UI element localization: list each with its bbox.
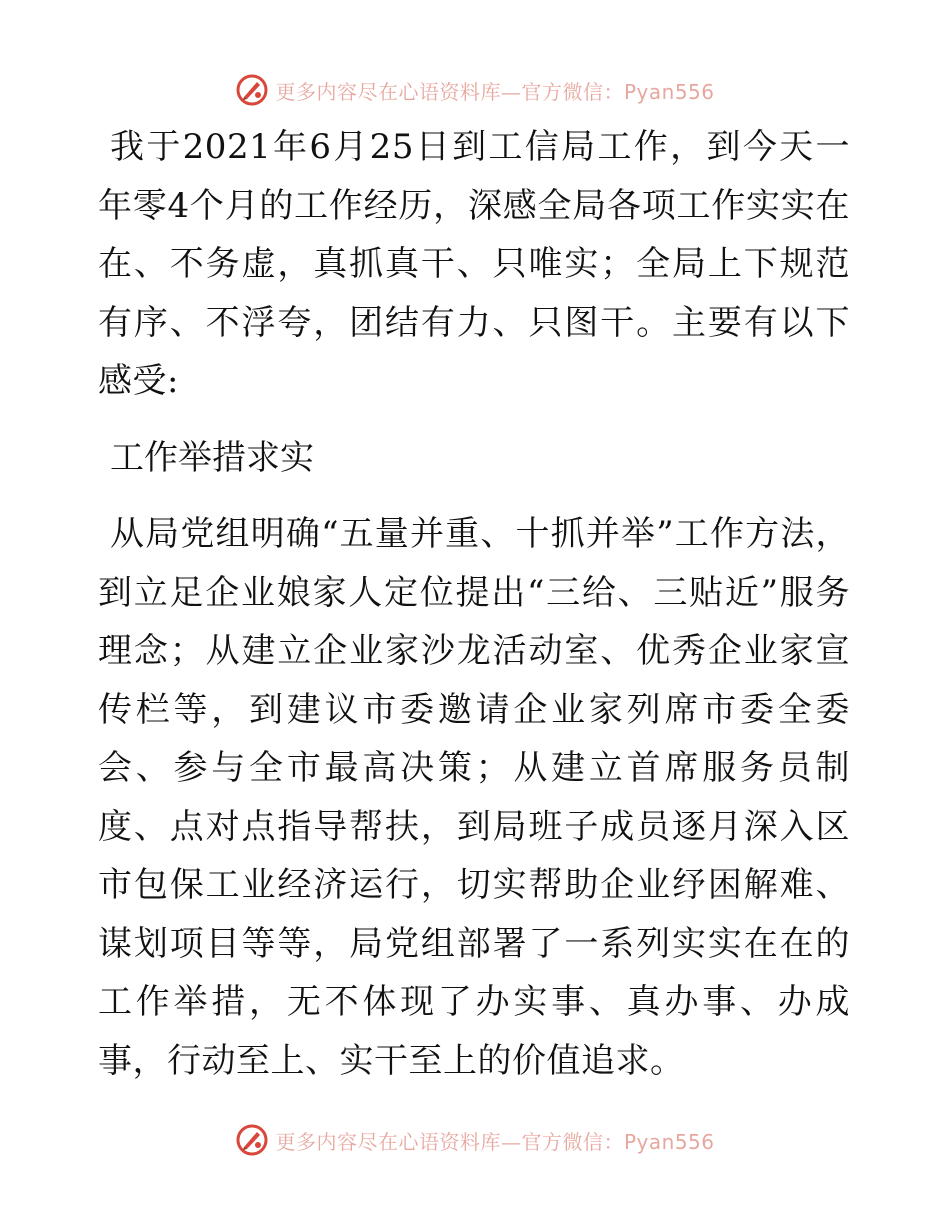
document-body	[98, 118, 850, 1090]
header-watermark	[0, 70, 950, 110]
footer-watermark	[0, 1120, 950, 1160]
quill-seal-icon	[235, 73, 269, 107]
intro-paragraph: 我于2021年6月25日到工信局工作，到今天一年零4个月的工作经历，深感全局各项工作实实在在、不务虚，真抓真干、只唯实；全局上下规范有序、不浮夸，团结有力、只图干。主要有以下感受:	[98, 127, 850, 401]
body-paragraph: 从局党组明确“五量并重、十抓并举”工作方法，到立足企业娘家人定位提出“三给、三贴近”服务理念；从建立企业家沙龙活动室、优秀企业家宣传栏等，到建议市委邀请企业家列席市委全委会、参与全市最高决策；从建立首席服务员制度、点对点指导帮扶，到局班子成员逐月深入区市包保工业经济运行，切实帮助企业纾困解难、谋划项目等等，局党组部署了一系列实实在在的工作举措，无不体现了办实事、真办事、办成事，行动至上、实干至上的价值追求。	[98, 514, 850, 1081]
watermark-wechat-id: Pyan556	[623, 1129, 715, 1154]
section-heading: 工作举措求实	[110, 437, 314, 478]
watermark-text	[275, 1126, 714, 1155]
watermark-text	[275, 76, 714, 105]
watermark-text-cn: 更多内容尽在心语资料库—官方微信：	[275, 79, 624, 104]
watermark-text-cn: 更多内容尽在心语资料库—官方微信：	[275, 1129, 624, 1154]
quill-seal-icon	[235, 1123, 269, 1157]
watermark-wechat-id: Pyan556	[623, 79, 715, 104]
